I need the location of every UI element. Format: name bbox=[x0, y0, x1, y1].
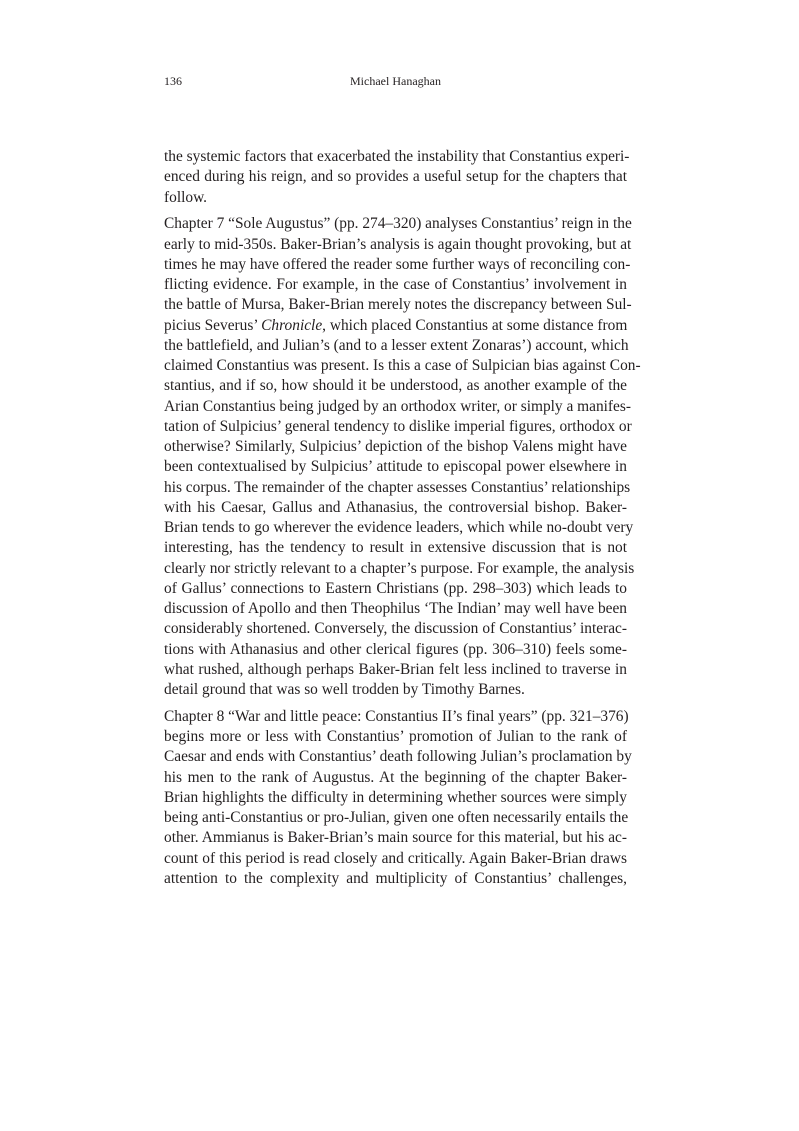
text-line: detail ground that was so well trodden by Timothy Barnes. bbox=[164, 681, 525, 698]
text-line: claimed Constantius was present. Is this a case of Sulpician bias against Con- bbox=[164, 357, 641, 374]
text-line: other. Ammianus is Baker-Brian’s main source for this material, but his ac- bbox=[164, 829, 627, 847]
text-line: begins more or less with Constantius’ promotion of Julian to the rank of bbox=[164, 728, 627, 745]
text-line: his corpus. The remainder of the chapter assesses Constantius’ relationships bbox=[164, 478, 631, 496]
text-line: tation of Sulpicius’ general tendency to dislike imperial figures, orthodox or bbox=[164, 417, 632, 435]
text-line: follow. bbox=[164, 188, 208, 206]
text-line: Chapter 8 “War and little peace: Constantius II’s final years” (pp. 321–376) bbox=[164, 707, 629, 725]
text-line: with his Caesar, Gallus and Athanasius, the controversial bishop. Baker- bbox=[164, 498, 627, 516]
text-line: being anti-Constantius or pro-Julian, given one often necessarily entails the bbox=[164, 809, 629, 826]
text-line: tions with Athanasius and other clerical figures (pp. 306–310) feels some- bbox=[164, 640, 627, 658]
text-line: stantius, and if so, how should it be understood, as another example of the bbox=[164, 377, 627, 395]
text-line: Caesar and ends with Constantius’ death following Julian’s proclamation by bbox=[164, 748, 632, 766]
text-line: times he may have offered the reader some further ways of reconciling con- bbox=[164, 255, 631, 273]
body-text bbox=[164, 147, 641, 896]
text-line: Chapter 7 “Sole Augustus” (pp. 274–320) analyses Constantius’ reign in the bbox=[164, 215, 632, 233]
text-line: the systemic factors that exacerbated the instability that Constantius experi- bbox=[164, 148, 630, 165]
italic-title: Chronicle bbox=[261, 316, 323, 334]
text-line bbox=[164, 316, 627, 336]
text-line: discussion of Apollo and then Theophilus ‘The Indian’ may well have been bbox=[164, 600, 627, 617]
text-segment: , which placed Constantius at some distance from bbox=[322, 316, 628, 334]
text-line: clearly nor strictly relevant to a chapter’s purpose. For example, the analysis bbox=[164, 559, 635, 577]
text-line: what rushed, although perhaps Baker-Brian felt less inclined to traverse in bbox=[164, 660, 627, 678]
running-header-author: Michael Hanaghan bbox=[350, 74, 441, 88]
paragraph bbox=[164, 707, 632, 889]
text-line: considerably shortened. Conversely, the discussion of Constantius’ interac- bbox=[164, 620, 627, 638]
text-line: the battle of Mursa, Baker-Brian merely notes the discrepancy between Sul- bbox=[164, 296, 632, 314]
text-segment: picius Severus’ bbox=[164, 316, 262, 334]
text-line: enced during his reign, and so provides a useful setup for the chapters that bbox=[164, 168, 627, 186]
text-line: count of this period is read closely and critically. Again Baker-Brian draws bbox=[164, 849, 627, 867]
text-line: otherwise? Similarly, Sulpicius’ depiction of the bishop Valens might have bbox=[164, 438, 627, 455]
paragraph bbox=[164, 214, 641, 700]
text-line: of Gallus’ connections to Eastern Christians (pp. 298–303) which leads to bbox=[164, 579, 627, 597]
text-line: the battlefield, and Julian’s (and to a lesser extent Zonaras’) account, which bbox=[164, 336, 629, 354]
text-line: flicting evidence. For example, in the case of Constantius’ involvement in bbox=[164, 276, 627, 293]
paragraph bbox=[164, 147, 630, 208]
text-line: attention to the complexity and multiplicity of Constantius’ challenges, bbox=[164, 869, 627, 887]
text-line: early to mid-350s. Baker-Brian’s analysis is again thought provoking, but at bbox=[164, 235, 632, 253]
text-line: his men to the rank of Augustus. At the beginning of the chapter Baker- bbox=[164, 768, 627, 786]
text-line: interesting, has the tendency to result in extensive discussion that is not bbox=[164, 539, 627, 557]
text-line: Brian highlights the difficulty in determining whether sources were simply bbox=[164, 788, 627, 806]
text-line: Arian Constantius being judged by an orthodox writer, or simply a manifes- bbox=[164, 397, 632, 415]
page-number: 136 bbox=[164, 74, 182, 88]
text-line: Brian tends to go wherever the evidence leaders, which while no-doubt very bbox=[164, 519, 634, 536]
text-line: been contextualised by Sulpicius’ attitude to episcopal power elsewhere in bbox=[164, 458, 627, 476]
